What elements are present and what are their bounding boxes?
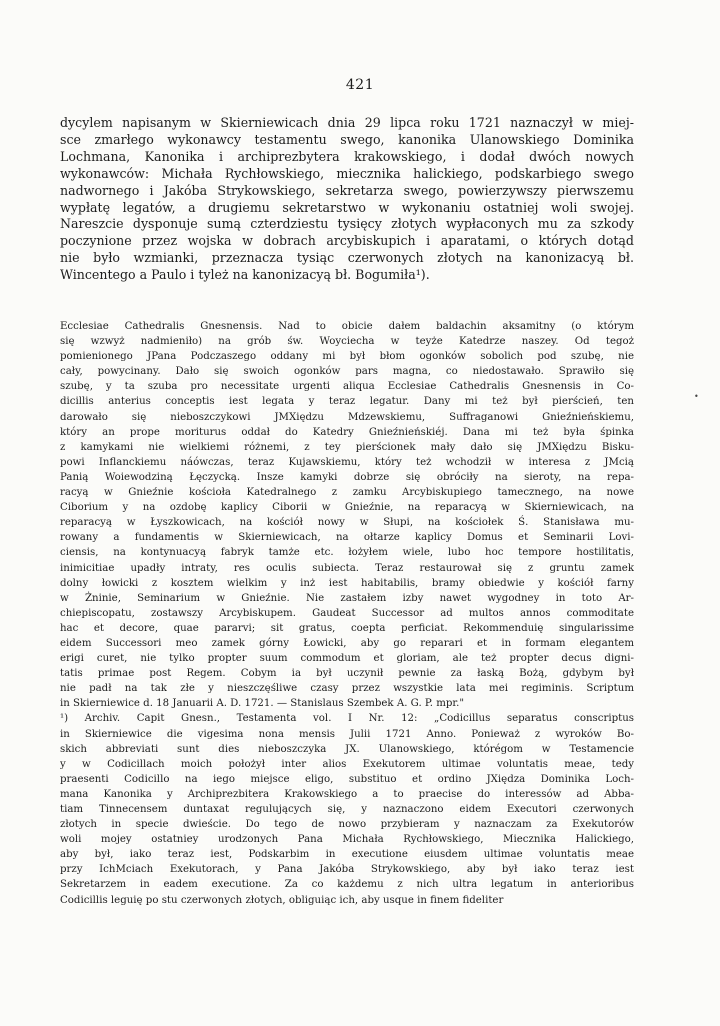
text-line: nie padł na tak złe y nieszczęśliwe czasy przez wszystkie lata mei regiminis. Scriptum bbox=[60, 683, 634, 695]
text-line: nie było wzmianki, przeznacza tysiąc czerwonych złotych na kanonizacyą bł. bbox=[60, 250, 634, 266]
text-line: hac et decore, quae pararvi; sit gratus, coepta perficiat. Rekommenduię singularissime bbox=[60, 622, 634, 634]
margin-mark: • bbox=[694, 392, 699, 401]
text-line: złotych in specie dwieście. Do tego de nowo przybieram y naznaczam za Exekutorów bbox=[60, 819, 634, 831]
text-line: sce zmarłego wykonawcy testamentu swego, kanonika Ulanowskiego Dominika bbox=[60, 131, 634, 147]
text-line: skich abbreviati sunt dies nieboszczyka JX. Ulanowskiego, którégom w Testamencie bbox=[60, 743, 634, 755]
text-line: Codicillis leguię po stu czerwonych złotych, obliguiąc ich, aby usque in finem fideliter bbox=[60, 894, 504, 906]
text-line: racyą w Gnieźnie kościoła Katedralnego z zamku Arcybiskupiego tamecznego, na nowe bbox=[60, 487, 634, 499]
text-line: który an prope moriturus oddał do Katedry Gnieźnieńskiéj. Dana mi też była śpinka bbox=[60, 426, 634, 438]
text-line: erigi curet, nie tylko propter suum commodum et gloriam, ale też propter decus digni- bbox=[60, 653, 634, 665]
main-paragraph bbox=[60, 115, 634, 284]
text-line: Ecclesiae Cathedralis Gnesnensis. Nad to obicie dałem baldachin aksamitny (o którym bbox=[60, 321, 634, 332]
text-line: Lochmana, Kanonika i archiprezbytera krakowskiego, i dodał dwóch nowych bbox=[60, 148, 634, 164]
text-line: chiepiscopatu, zostawszy Arcybiskupem. Gaudeat Successor ad multos annos commoditate bbox=[60, 607, 634, 619]
text-line: dicillis anterius conceptis iest legata y teraz legatur. Dany mi też był pierścień, ten bbox=[60, 396, 634, 408]
text-line: inimicitiae upadły intraty, res oculis subiecta. Teraz restaurował się z gruntu zamek bbox=[60, 562, 634, 574]
text-line: pomienionego JPana Podczaszego oddany mi był błom ogonków sobolich pod szubę, nie bbox=[60, 351, 634, 363]
text-line: powi Inflanckiemu náówczas, teraz Kujawskiemu, który też wchodził w interesa z JMcią bbox=[60, 456, 634, 468]
text-line: in Skierniewice d. 18 Januarii A. D. 1721. — Stanislaus Szembek A. G. P. mpr." bbox=[60, 698, 465, 710]
text-line: mana Kanonika y Archiprezbitera Krakowskiego a to praecise do interessów ad Abba- bbox=[60, 788, 634, 800]
text-line: ciensis, na kontynuacyą fabryk tamże etc. łożyłem wiele, lubo hoc tempore hostilitatis, bbox=[60, 547, 634, 559]
page-number: 421 bbox=[345, 77, 375, 93]
text-line: woli mojey ostatniey urodzonych Pana Michała Rychłowskiego, Miecznika Halickiego, bbox=[60, 834, 634, 846]
text-line: dycylem napisanym w Skierniewicach dnia 29 lipca roku 1721 naznaczył w miej- bbox=[60, 115, 634, 130]
text-line: cały, powycinany. Dało się swoich ogonków pars magna, co niedostawało. Sprawiło się bbox=[60, 366, 634, 378]
text-line: darowało się nieboszczykowi JMXiędzu Mdzewskiemu, Suffraganowi Gnieźnieńskiemu, bbox=[60, 411, 634, 423]
text-line: Wincentego a Paulo i tyleż na kanonizacyą bł. Bogumiła¹). bbox=[60, 267, 430, 283]
text-line: szubę, y ta szuba pro necessitate urgenti aliqua Ecclesiae Cathedralis Gnesnensis in Co- bbox=[60, 381, 634, 393]
text-line: Sekretarzem in eadem executione. Za co każdemu z nich ultra legatum in anterioribus bbox=[60, 879, 634, 891]
text-line: ¹) Archiv. Capit Gnesn., Testamenta vol. I Nr. 12: „Codicillus separatus conscriptus bbox=[60, 713, 634, 725]
text-line: w Żninie, Seminarium w Gnieźnie. Nie zastałem izby nawet wygodney in toto Ar- bbox=[60, 592, 634, 604]
text-line: in Skierniewice die vigesima nona mensis Julii 1721 Anno. Ponieważ z wyroków Bo- bbox=[60, 728, 634, 740]
text-line: tatis primae post Regem. Cobym ia był uczynił pewnie za łaską Bożą, gdybym był bbox=[60, 668, 634, 680]
text-line: dolny łowicki z kosztem wielkim y inż iest habitabilis, bramy obiedwie y kościół farny bbox=[60, 577, 634, 589]
text-line: y w Codicillach moich położył inter alios Exekutorem ultimae voluntatis meae, tedy bbox=[60, 758, 634, 770]
text-line: aby był, iako teraz iest, Podskarbim in executione eiusdem ultimae voluntatis meae bbox=[60, 849, 634, 861]
text-line: tiam Tinnecensem duntaxat regulujących się, y naznaczono eidem Executori czerwonych bbox=[60, 804, 634, 815]
text-line: Nareszcie dysponuje sumą czterdziestu tysięcy złotych wypłaconych mu za szkody bbox=[60, 216, 634, 232]
text-line: się wzwyż nadmieniło) na grób św. Woyciecha w teyże Katedrze naszey. Od tegoż bbox=[60, 336, 634, 348]
text-line: rowany a fundamentis w Skierniewicach, na ołtarze kaplicy Domus et Seminarii Lovi- bbox=[60, 532, 634, 544]
text-line: eidem Successori meo zamek górny Łowicki, aby go reparari et in formam elegantem bbox=[60, 637, 634, 649]
text-line: nadwornego i Jakóba Strykowskiego, sekretarza swego, powierzywszy pierwszemu bbox=[60, 182, 634, 198]
text-line: przy IchMciach Exekutorach, y Pana Jakóba Strykowskiego, aby był iako teraz iest bbox=[60, 864, 634, 876]
text-line: z kamykami nie wielkiemi różnemi, z tey pierścionek mały dało się JMXiędzu Bisku- bbox=[60, 441, 634, 453]
text-line: reparacyą w Łyszkowicach, na kościół nowy w Słupi, na kościołek Ś. Stanisława mu- bbox=[60, 517, 634, 529]
text-line: Ciborium y na ozdobę kaplicy Ciborii w Gnieźnie, na reparacyą w Skierniewicach, na bbox=[60, 502, 634, 514]
text-line: praesenti Codicillo na iego miejsce eligo, substituo et ordino JXiędza Dominika Loch- bbox=[60, 773, 634, 785]
text-line: Panią Woiewodziną Łęczycką. Insze kamyki dobrze się obróciły na sieroty, na repa- bbox=[60, 471, 634, 483]
text-line: wykonawców: Michała Rychłowskiego, miecznika halickiego, podskarbiego swego bbox=[60, 165, 634, 181]
footnote-block bbox=[60, 319, 634, 908]
text-line: poczynione przez wojska w dobrach arcybiskupich i aparatami, o których dotąd bbox=[60, 233, 634, 249]
text-line: wypłatę legatów, a drugiemu sekretarstwo w wykonaniu ostatniej woli swojej. bbox=[60, 199, 634, 215]
